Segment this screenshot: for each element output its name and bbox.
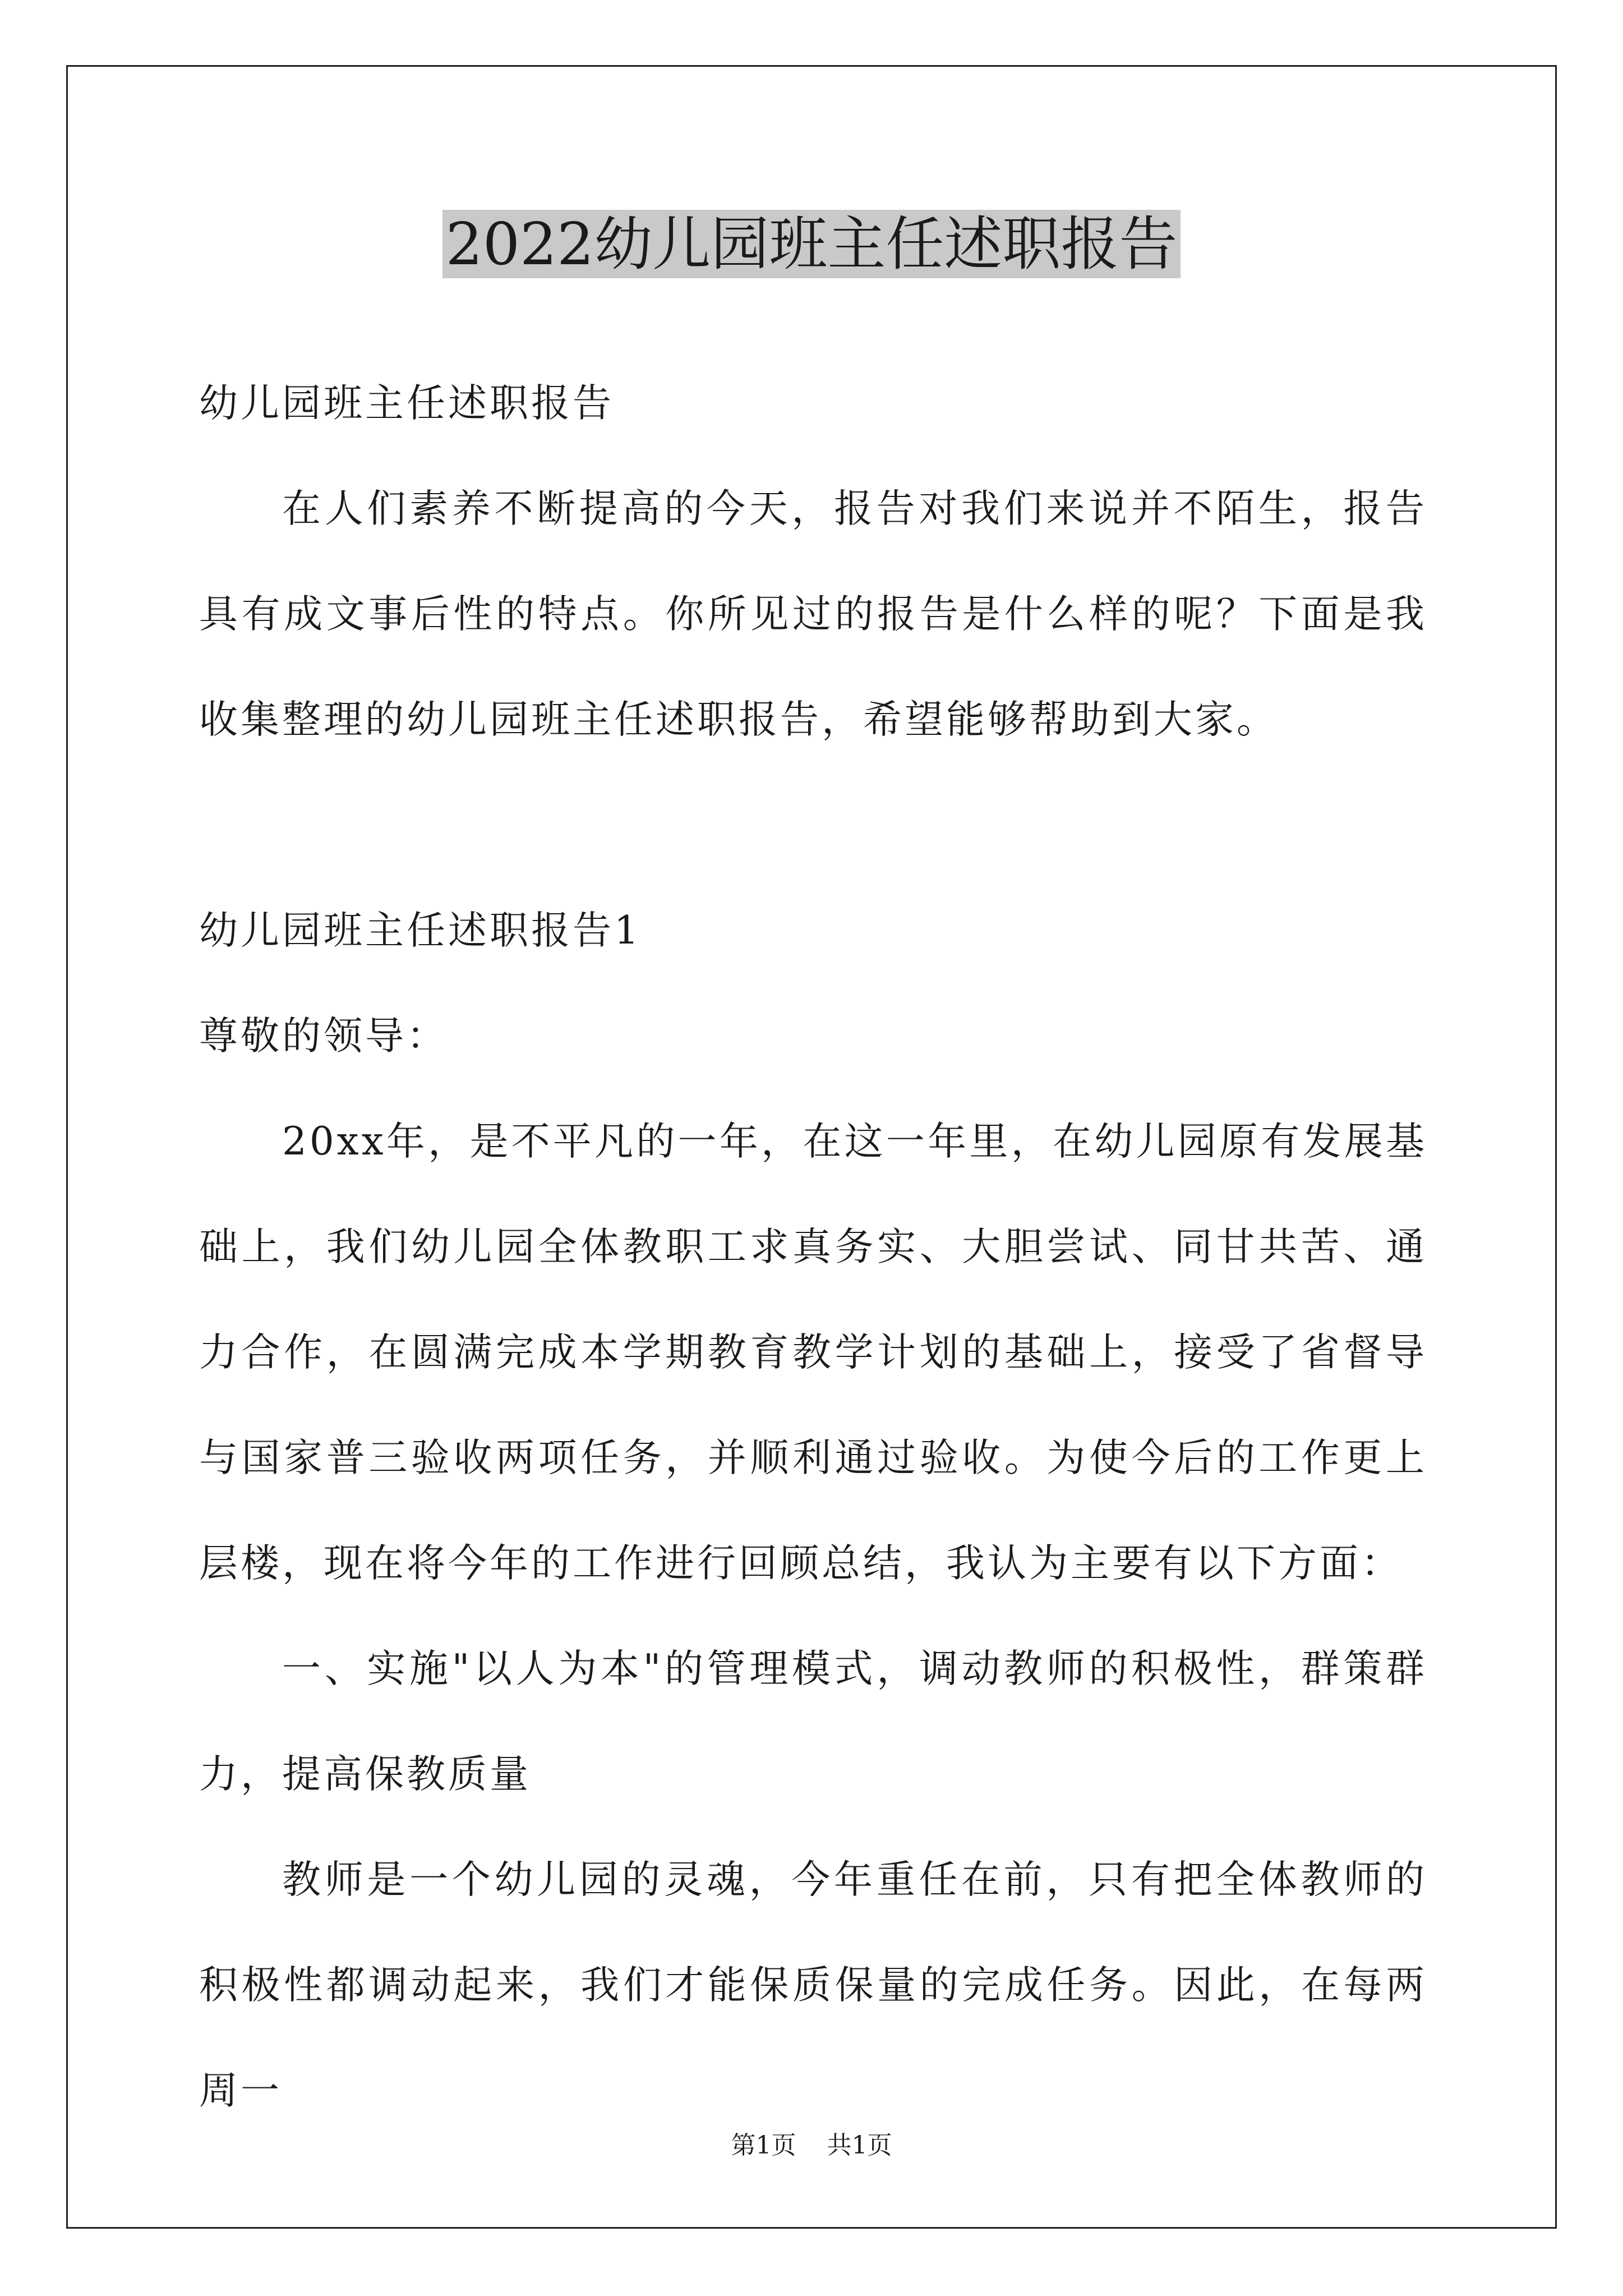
page-footer [0, 2129, 1623, 2162]
page-total: 共1页 [827, 2131, 892, 2160]
subtitle: 幼儿园班主任述职报告 [199, 381, 614, 426]
document-title-text: 2022幼儿园班主任述职报告 [442, 210, 1181, 278]
page-number: 第1页 [731, 2131, 796, 2160]
body-paragraph: 教师是一个幼儿园的灵魂，今年重任在前，只有把全体教师的积极性都调动起来，我们才能保质保量的完成任务。因此，在每两周一 [199, 1857, 1427, 2113]
intro-paragraph: 在人们素养不断提高的今天，报告对我们来说并不陌生，报告具有成文事后性的特点。你所见过的报告是什么样的呢？下面是我收集整理的幼儿园班主任述职报告，希望能够帮助到大家。 [199, 486, 1427, 742]
salutation: 尊敬的领导： [199, 1014, 448, 1059]
document-body [199, 351, 1427, 2143]
body-paragraph: 一、实施"以人为本"的管理模式，调动教师的积极性，群策群力，提高保教质量 [199, 1646, 1427, 1797]
body-paragraph: 20xx年，是不平凡的一年，在这一年里，在幼儿园原有发展基础上，我们幼儿园全体教职工求真务实、大胆尝试、同甘共苦、通力合作，在圆满完成本学期教育教学计划的基础上，接受了省督导与国家普三验收两项任务，并顺利通过验收。为使今后的工作更上层楼，现在将今年的工作进行回顾总结，我认为主要有以下方面： [199, 1119, 1427, 1586]
section-heading: 幼儿园班主任述职报告1 [199, 908, 642, 953]
document-title [0, 202, 1623, 286]
